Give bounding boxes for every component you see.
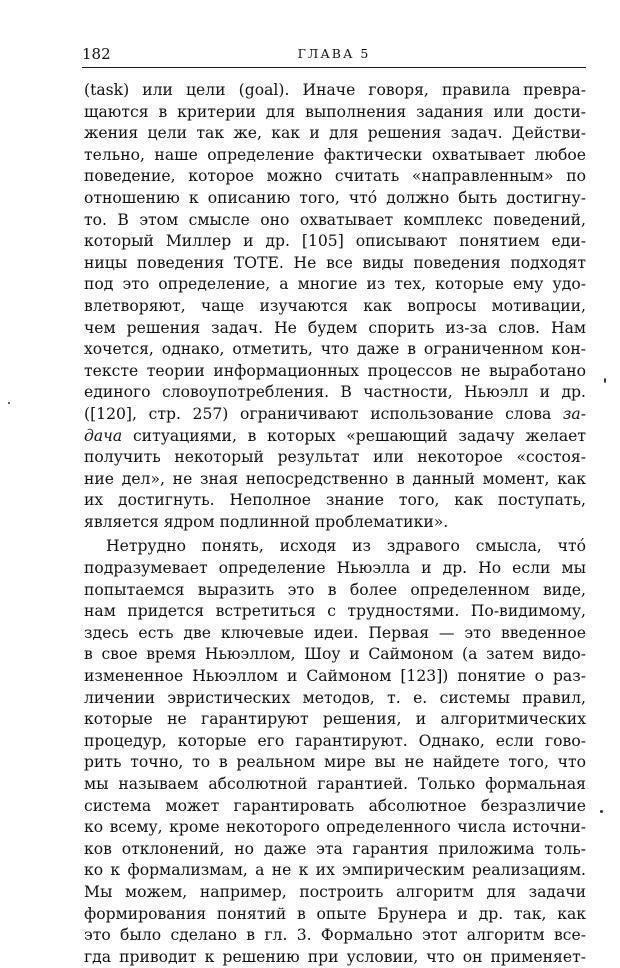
text-line: чем решения задач. Не будем спорить из-за слов. Нам — [84, 318, 586, 337]
paragraph-2 — [84, 536, 586, 968]
text-line: мы называем абсолютной гарантией. Только формальная — [84, 775, 586, 793]
text-line: ко к формализмам, а не к их эмпирическим реализациям. — [84, 861, 586, 880]
text-line: ницы поведения ТОТЕ. Не все виды поведения подходят — [84, 253, 586, 272]
text-line: попытаемся выразить это в более определенном виде, — [84, 580, 586, 599]
text-line-mixed — [84, 404, 586, 426]
text-line: ков отклонений, но даже эта гарантия приложима толь- — [84, 839, 586, 858]
text-line: это было сделано в гл. 3. Формально этот алгоритм все- — [84, 926, 586, 945]
text-line: получить некоторый результат или некоторое «состоя- — [84, 448, 586, 467]
text-segment: ([120], стр. 257) ограничивают использование слова — [84, 404, 563, 423]
text-line: тексте теории информационных процессов не выработано — [84, 361, 586, 380]
text-line: тельно, наше определение фактически охватывает любое — [84, 145, 586, 164]
text-line: их достигнуть. Неполное знание того, как поступать, — [84, 491, 586, 510]
body-text — [84, 80, 586, 968]
text-line: щаются в критерии для выполнения задания или дости- — [84, 102, 586, 121]
page-header — [82, 44, 586, 70]
italic-term: дача — [84, 426, 123, 445]
text-line: в свое время Ньюэллом, Шоу и Саймоном (а затем видо- — [84, 645, 586, 664]
text-line: формирования понятий в опыте Брунера и др. так, как — [84, 904, 586, 923]
text-line: жения цели так же, как и для решения задач. Действи- — [84, 124, 586, 143]
text-line: которые не гарантируют решения, и алгоритмических — [84, 710, 586, 729]
text-line: единого словоупотребления. В частности, Ньюэлл и др. — [84, 383, 586, 402]
text-line: система может гарантировать абсолютное безразличие — [84, 796, 586, 815]
text-line: является ядром подлинной проблематики». — [84, 512, 449, 531]
header-rule — [82, 67, 586, 68]
italic-term: за- — [562, 404, 586, 423]
text-line: под это определение, а многие из тех, которые ему удо- — [84, 275, 586, 294]
text-line: который Миллер и др. [105] описывают понятием еди- — [84, 232, 586, 251]
text-line-mixed — [84, 426, 586, 448]
text-line: Мы можем, например, построить алгоритм для задачи — [84, 882, 586, 901]
scan-speck — [8, 402, 10, 404]
chapter-title: ГЛАВА 5 — [297, 46, 371, 61]
text-line: (task) или цели (goal). Иначе говоря, правила превра- — [84, 81, 586, 99]
text-line: отношению к описанию того, что́ должно быть достигну- — [84, 188, 586, 207]
text-line: нам придется встретиться с трудностями. По-видимому, — [84, 602, 586, 621]
scan-speck — [604, 378, 606, 383]
text-line: измененное Ньюэллом и Саймоном [123]) понятие о раз- — [84, 667, 586, 686]
text-line: поведение, которое можно считать «направленным» по — [84, 167, 586, 186]
text-segment: ситуациями, в которых «решающий задачу желает — [132, 426, 586, 445]
paragraph-1 — [84, 80, 586, 533]
text-line: личении эвристических методов, т. е. системы правил, — [84, 688, 586, 707]
text-line: гда приводит к решению при условии, что он применяет- — [84, 947, 586, 966]
text-line: хочется, однако, отметить, что даже в ограниченном кон- — [84, 340, 586, 359]
text-line: ние дел», не зная непосредственно в данный момент, как — [84, 469, 586, 488]
text-line: влетворяют, чаще изучаются как вопросы мотивации, — [84, 296, 586, 315]
text-line: ко всему, кроме некоторого определенного числа источни- — [84, 818, 586, 837]
text-line: подразумевает определение Ньюэлла и др. Но если мы — [84, 559, 586, 578]
text-line: рить точно, то в реальном мире вы не найдете того, что — [84, 753, 586, 772]
text-line: то. В этом смысле оно охватывает комплекс поведений, — [84, 210, 586, 229]
text-line: Нетрудно понять, исходя из здравого смысла, что́ — [106, 537, 586, 556]
text-line: здесь есть две ключевые идеи. Первая — это введенное — [84, 623, 586, 642]
scan-speck — [600, 810, 603, 813]
page-number: 182 — [82, 45, 111, 63]
text-line: процедур, которые его гарантируют. Однако, если гово- — [84, 731, 586, 750]
